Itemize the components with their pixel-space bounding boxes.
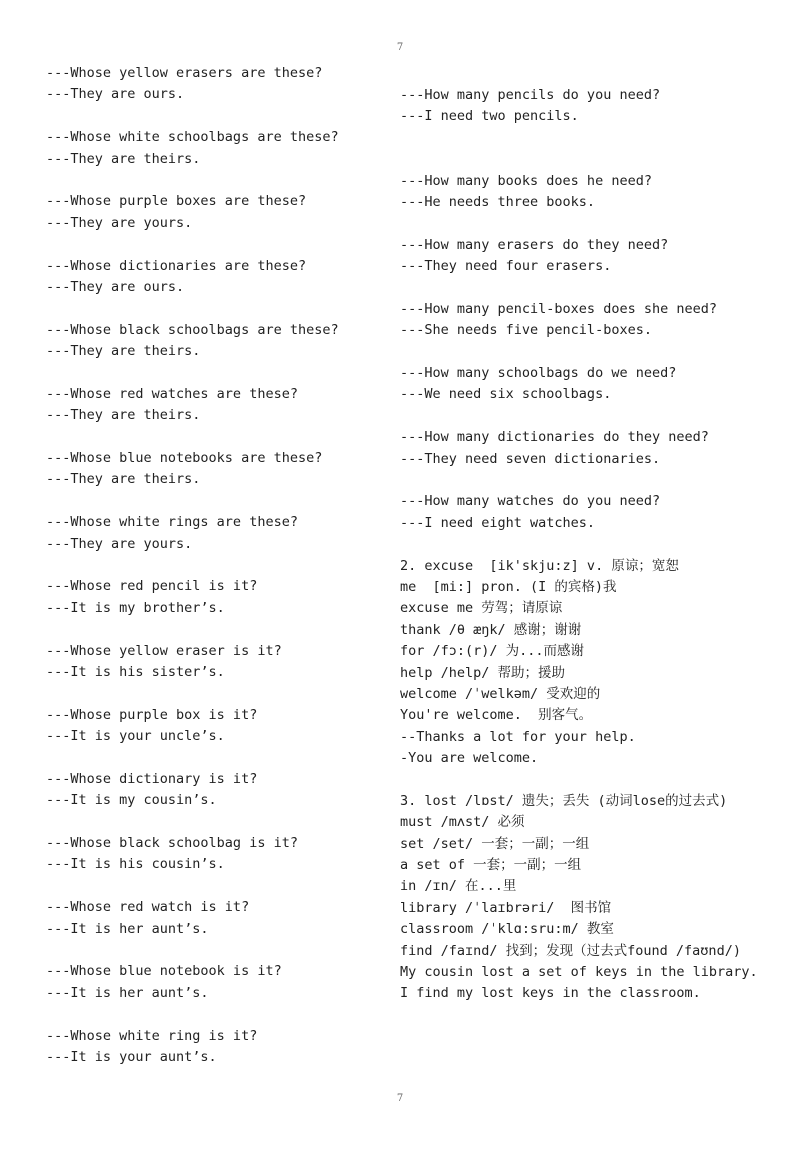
question-line: ---Whose black schoolbag is it?: [46, 835, 298, 852]
question-line: ---How many pencils do you need?: [400, 87, 661, 103]
question-line: ---Whose white schoolbags are these?: [46, 129, 339, 146]
answer-line: ---It is my cousin’s.: [46, 792, 217, 809]
vocab-line: find /faɪnd/ 找到；发现（过去式found /faʊnd/): [400, 942, 741, 959]
vocab-line: My cousin lost a set of keys in the library.: [400, 964, 758, 981]
question-line: ---Whose yellow eraser is it?: [46, 642, 282, 659]
dialogue-pair: [46, 961, 386, 1004]
spacer: [400, 213, 780, 234]
dialogue-pair: [46, 448, 386, 491]
question-line: ---Whose red watch is it?: [46, 899, 250, 916]
spacer: [46, 170, 386, 191]
left-column: [46, 63, 386, 1068]
spacer: [400, 149, 780, 170]
vocab-line: a set of 一套；一副；一组: [400, 857, 582, 874]
spacer: [46, 427, 386, 448]
question-line: ---How many erasers do they need?: [400, 236, 669, 253]
question-line: ---How many schoolbags do we need?: [400, 365, 677, 382]
dialogue-pair: [46, 191, 386, 234]
answer-line: ---They are theirs.: [46, 407, 201, 424]
question-line: ---How many dictionaries do they need?: [400, 429, 709, 446]
answer-line: ---It is his cousin’s.: [46, 856, 225, 873]
spacer: [46, 876, 386, 897]
question-line: ---Whose black schoolbags are these?: [46, 321, 339, 338]
answer-line: ---It is her aunt’s.: [46, 920, 209, 937]
answer-line: ---They are ours.: [46, 86, 185, 103]
spacer: [400, 278, 780, 299]
spacer: [46, 234, 386, 255]
question-line: ---How many pencil-boxes does she need?: [400, 300, 717, 317]
vocab-line: welcome /ˈwelkəm/ 受欢迎的: [400, 685, 601, 702]
dialogue-pair: [46, 705, 386, 748]
dialogue-pair: [400, 299, 780, 342]
answer-line: ---It is her aunt’s.: [46, 984, 209, 1001]
vocab-line: 3. lost /lɒst/ 遗失；丢失 (动词lose的过去式): [400, 792, 728, 809]
vocab-section-2: [400, 556, 780, 770]
answer-line: ---I need eight watches.: [400, 514, 596, 531]
vocab-line: excuse me 劳驾；请原谅: [400, 600, 563, 617]
dialogue-pair: [400, 85, 780, 128]
spacer: [46, 1004, 386, 1025]
spacer: [46, 362, 386, 383]
spacer: [46, 491, 386, 512]
spacer: [46, 748, 386, 769]
dialogue-pair: [46, 127, 386, 170]
vocab-line: I find my lost keys in the classroom.: [400, 985, 701, 1002]
answer-line: ---They are ours.: [46, 278, 185, 295]
dialogue-pair: [400, 171, 780, 214]
question-line: ---Whose red pencil is it?: [46, 578, 258, 595]
answer-line: ---They are yours.: [46, 214, 193, 231]
answer-line: ---It is his sister’s.: [46, 663, 225, 680]
page-number-bottom: 7: [396, 1093, 404, 1104]
spacer: [46, 619, 386, 640]
dialogue-pair: [46, 769, 386, 812]
dialogue-pair: [400, 427, 780, 470]
vocab-section-3: [400, 791, 780, 1005]
vocab-line: --Thanks a lot for your help.: [400, 728, 636, 745]
question-line: ---Whose yellow erasers are these?: [46, 65, 323, 81]
answer-line: ---He needs three books.: [400, 193, 596, 210]
question-line: ---Whose dictionaries are these?: [46, 257, 307, 274]
spacer: [46, 555, 386, 576]
dialogue-pair: [46, 1026, 386, 1069]
vocab-line: 2. excuse [ik'skju:z] v. 原谅；宽恕: [400, 557, 679, 574]
spacer: [46, 812, 386, 833]
answer-line: ---They are yours.: [46, 535, 193, 552]
dialogue-pair: [46, 897, 386, 940]
vocab-line: in /ɪn/ 在...里: [400, 878, 517, 895]
right-column: [400, 85, 780, 1005]
question-line: ---Whose blue notebook is it?: [46, 963, 282, 980]
question-line: ---Whose red watches are these?: [46, 385, 298, 402]
spacer: [400, 534, 780, 555]
dialogue-pair: [46, 63, 386, 106]
vocab-line: You're welcome. 别客气。: [400, 707, 593, 724]
answer-line: ---It is your uncle’s.: [46, 728, 225, 745]
vocab-line: thank /θ æŋk/ 感谢；谢谢: [400, 621, 582, 638]
dialogue-pair: [46, 256, 386, 299]
vocab-line: classroom /ˈklɑ:sru:m/ 教室: [400, 921, 614, 938]
vocab-line: set /set/ 一套；一副；一组: [400, 835, 590, 852]
dialogue-pair: [46, 320, 386, 363]
spacer: [46, 106, 386, 127]
vocab-line: me [mi:] pron. (I 的宾格)我: [400, 578, 617, 595]
spacer: [400, 470, 780, 491]
dialogue-pair: [46, 576, 386, 619]
spacer: [400, 128, 780, 149]
spacer: [400, 342, 780, 363]
page-number-top: 7: [396, 42, 404, 53]
question-line: ---How many watches do you need?: [400, 493, 661, 510]
dialogue-pair: [400, 363, 780, 406]
dialogue-pair: [46, 641, 386, 684]
spacer: [400, 406, 780, 427]
answer-line: ---It is my brother’s.: [46, 599, 225, 616]
question-line: ---Whose purple boxes are these?: [46, 193, 307, 210]
answer-line: ---She needs five pencil-boxes.: [400, 322, 652, 339]
dialogue-pair: [400, 235, 780, 278]
vocab-line: library /ˈlaɪbrəri/ 图书馆: [400, 899, 612, 916]
question-line: ---Whose white ring is it?: [46, 1027, 258, 1044]
spacer: [46, 298, 386, 319]
question-line: ---Whose purple box is it?: [46, 706, 258, 723]
answer-line: ---They need seven dictionaries.: [400, 450, 661, 467]
answer-line: ---They need four erasers.: [400, 258, 612, 275]
answer-line: ---We need six schoolbags.: [400, 386, 612, 403]
vocab-line: must /mʌst/ 必须: [400, 814, 525, 831]
dialogue-pair: [46, 833, 386, 876]
vocab-line: help /help/ 帮助；援助: [400, 664, 566, 681]
dialogue-pair: [46, 384, 386, 427]
answer-line: ---It is your aunt’s.: [46, 1048, 217, 1065]
question-line: ---Whose dictionary is it?: [46, 770, 258, 787]
vocab-line: for /fɔ:(r)/ 为...而感谢: [400, 643, 585, 660]
spacer: [46, 940, 386, 961]
question-line: ---Whose white rings are these?: [46, 514, 298, 531]
vocab-line: -You are welcome.: [400, 750, 539, 767]
dialogue-pair: [400, 491, 780, 534]
spacer: [46, 683, 386, 704]
spacer: [400, 770, 780, 791]
question-line: ---Whose blue notebooks are these?: [46, 450, 323, 467]
dialogue-pair: [46, 512, 386, 555]
answer-line: ---They are theirs.: [46, 150, 201, 167]
question-line: ---How many books does he need?: [400, 172, 652, 189]
answer-line: ---They are theirs.: [46, 471, 201, 488]
answer-line: ---I need two pencils.: [400, 108, 579, 125]
answer-line: ---They are theirs.: [46, 343, 201, 360]
